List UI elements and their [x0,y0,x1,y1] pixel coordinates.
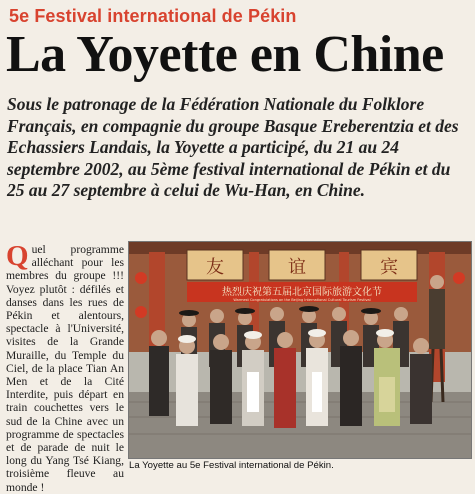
drop-cap: Q [6,240,29,272]
body-text: uel programme alléchant pour les membres du groupe !!! Voyez plutôt : défilés et danses dans les rues de Pékin et alentours, spectacle à l'Université, visites de la Grande Muraille, du Temple du Ciel, de la place Tian An Men et de la Cité Interdite, puis départ en train couchettes vers le sud de la Chine avec un programme de spectacles et de parade de nuit le long du Yang Tsé Kiang, troisième fleuve au monde ! [6,243,124,494]
banner-subtitle: Warmest Congratulations on the Beijing International Cultural Tourism Festival [233,298,371,302]
banner-chinese: 热烈庆祝第五届北京国际旅游文化节 [222,287,382,298]
group-photo [128,241,472,459]
sign-glyph: 友 [206,257,224,278]
photo-caption: La Yoyette au 5e Festival international de Pékin. [129,460,334,471]
body-column [6,240,124,494]
lead-paragraph: Sous le patronage de la Fédération Nationale du Folklore Français, en compagnie du groupe Basque Ereberentzia et des Echassiers Landais, la Yoyette a participé, du 21 au 24 septembre 2002, au 5ème festival international de Pékin et du 25 au 27 septembre à celui de Wu-Han, en Chine. [7,94,459,200]
sign-glyph: 宾 [380,257,398,278]
headline: La Yoyette en Chine [6,26,444,83]
sign-glyph: 谊 [288,257,306,278]
kicker: 5e Festival international de Pékin [9,6,297,26]
